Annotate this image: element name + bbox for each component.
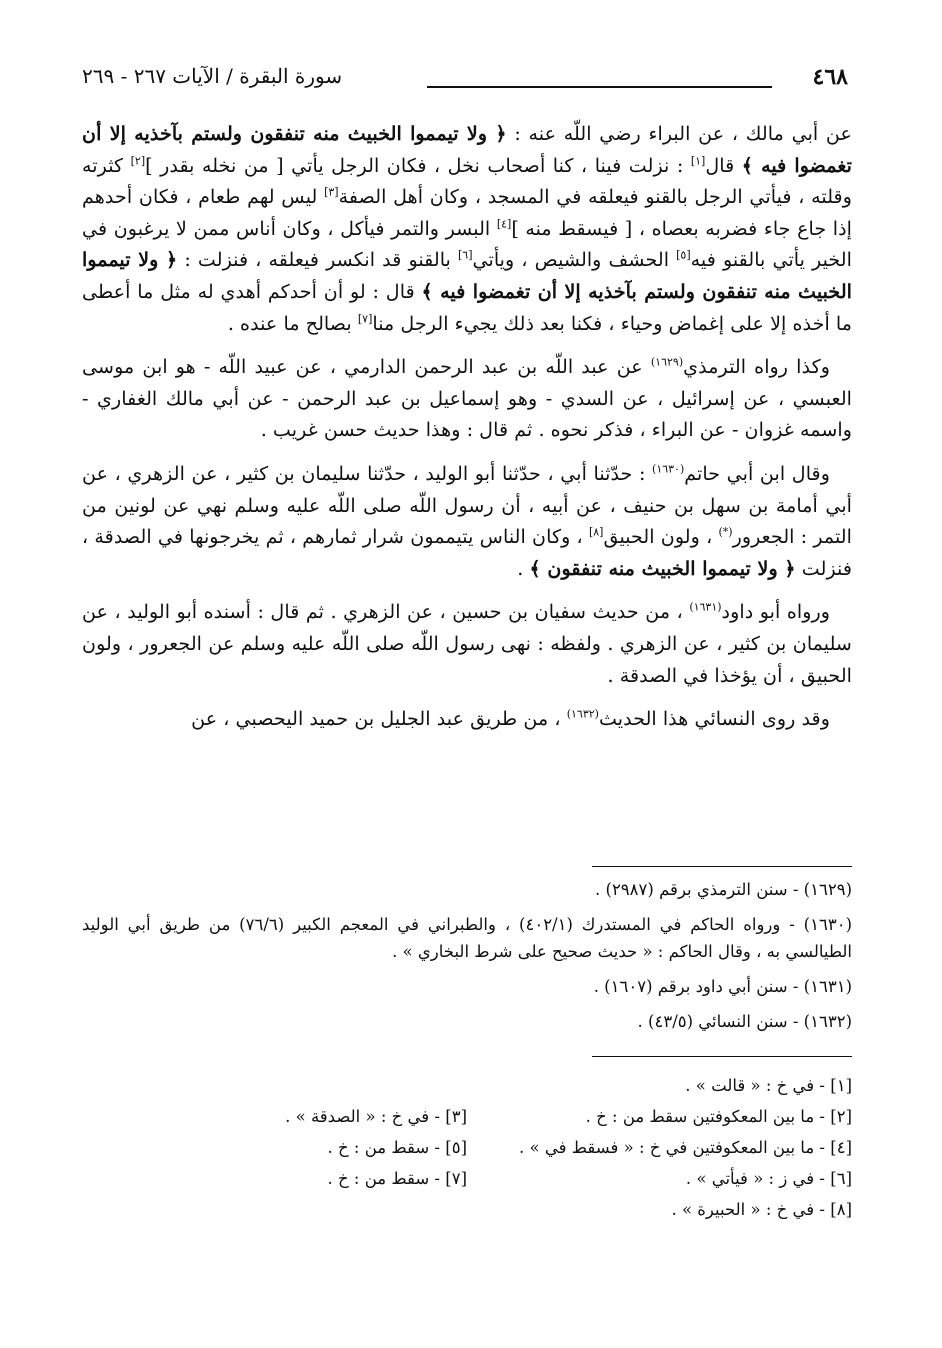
manuscript-variants	[82, 1072, 852, 1227]
text-run: قال : لو أن أحدكم أهدي له مثل ما أعطى ما أخذه إلا على إغماض وحياء ، فكنا بعد ذلك يجيء الرجل منا	[82, 279, 852, 335]
variant-marker: [١]	[690, 154, 706, 168]
variant-note	[82, 1196, 467, 1227]
editor-note-marker: (*)	[718, 525, 733, 539]
text-run: : حدّثنا أبي ، حدّثنا أبو الوليد ، حدّثنا سليمان بن كثير ، عن الزهري ، عن أبي أمامة بن سهل بن حنيف ، عن أبيه ، أن رسول اللّه صلى اللّه عليه وسلم نهي عن لونين من التمر : الجعرور	[82, 461, 852, 549]
text-run: وقال ابن أبي حاتم	[684, 461, 830, 485]
page-header	[82, 62, 852, 102]
paragraph-2	[82, 351, 852, 446]
text-run: ليس لهم طعام ، فكان أحدهم إذا جاع جاء فضربه بعصاه ، [ فيسقط منه ]	[82, 185, 852, 240]
variant-note: [٤] - ما بين المعكوفتين في خ : « فسقط في » .	[519, 1138, 852, 1157]
text-run: : نزلت فينا ، كنا أصحاب نخل ، فكان الرجل يأتي [ من نخله بقدر ]	[145, 153, 691, 177]
quran-verse: ﴿ ولا تيمموا الخبيث منه تنفقون ﴾	[529, 556, 796, 580]
text-run: .	[517, 556, 530, 580]
variant-note: [١] - في خ : « قالت » .	[685, 1076, 852, 1095]
text-run: بصالح ما عنده .	[227, 311, 358, 335]
footnote-rule	[592, 866, 852, 867]
variant-note: [٣] - في خ : « الصدقة » .	[285, 1107, 467, 1126]
text-run: عن عبد اللّه بن عبد الرحمن الدارمي ، عن عبيد اللّه - هو ابن موسى العبسي ، عن إسرائيل ، عن السدي - وهو إسماعيل بن عبد الرحمن - عن أبي مالك الغفاري - واسمه غزوان - عن البراء ، فذكر نحوه . ثم قال : وهذا حديث حسن غريب .	[82, 355, 852, 442]
text-run: البسر والتمر فيأكل ، وكان أناس ممن لا يرغبون في الخير يأتي بالقنو فيه	[82, 216, 852, 272]
footnote-ref: (١٦٣١)	[689, 600, 722, 614]
variants-rule	[592, 1056, 852, 1057]
text-run: ، من حديث سفيان بن حسين ، عن الزهري . ثم قال : أسنده أبو الوليد ، عن سليمان بن كثير ، عن الزهري . ولفظه : نهى رسول اللّه صلى اللّه عليه وسلم عن الجعرور ، ولون الحبيق ، أن يؤخذا في الصدقة .	[82, 600, 852, 687]
footnote-ref: (١٦٣٠)	[652, 462, 685, 476]
paragraph-5	[82, 703, 852, 735]
paragraph-3	[82, 458, 852, 584]
footnote-ref: (١٦٣٢)	[566, 707, 599, 721]
variant-note: [٦] - في ز : « فيأتي » .	[685, 1169, 852, 1188]
text-run: كثرته وقلته ، فيأتي الرجل بالقنو فيعلقه في المسجد ، وكان أهل الصفة	[82, 153, 852, 209]
footnote: (١٦٣٢) - سنن النسائي (٤٣/٥) .	[637, 1012, 852, 1031]
variant-marker: [٥]	[676, 248, 691, 262]
text-run: عن أبي مالك ، عن البراء رضي اللّه عنه :	[506, 122, 852, 145]
text-run: وكذا رواه الترمذي	[683, 355, 830, 379]
variant-marker: [٨]	[588, 525, 604, 539]
variant-note: [٥] - سقط من : خ .	[327, 1138, 467, 1157]
text-run: ورواه أبو داود	[721, 600, 830, 624]
variant-note: [٨] - في خ : « الحبيرة » .	[671, 1200, 852, 1219]
quran-verse: ﴿ ولا تيمموا الخبيث منه تنفقون ولستم بآخذيه إلا أن تغمضوا فيه ﴾	[82, 248, 852, 303]
text-run: ، وكان الناس يتيممون شرار ثمارهم ، ثم يخرجونها في الصدقة ، فنزلت	[82, 525, 852, 580]
variant-marker: [٤]	[496, 217, 512, 231]
variant-note: [٢] - ما بين المعكوفتين سقط من : خ .	[585, 1107, 852, 1126]
variant-row	[82, 1072, 852, 1103]
paragraph-4	[82, 596, 852, 691]
header-rule	[427, 86, 772, 88]
variant-marker: [٢]	[130, 154, 146, 168]
text-run: الحشف والشيص ، ويأتي	[472, 248, 677, 272]
main-text	[82, 118, 852, 747]
page-number: ٤٦٨	[812, 64, 848, 90]
footnotes	[82, 876, 852, 1043]
variant-marker: [٧]	[357, 312, 373, 326]
footnote: (١٦٣١) - سنن أبي داود برقم (١٦٠٧) .	[593, 977, 852, 996]
variant-row	[82, 1103, 852, 1134]
variant-note: [٧] - سقط من : خ .	[327, 1169, 467, 1188]
variant-row	[82, 1196, 852, 1227]
paragraph-1	[82, 118, 852, 339]
text-run: ، من طريق عبد الجليل بن حميد اليحصبي ، عن	[191, 707, 567, 731]
footnote: (١٦٣٠) - ورواه الحاكم في المستدرك (٤٠٢/١) ، والطبراني في المعجم الكبير (٧٦/٦) من طريق أبي الوليد الطيالسي به ، وقال الحاكم : « حديث صحيح على شرط البخاري » .	[82, 915, 852, 961]
variant-marker: [٦]	[457, 248, 473, 262]
footnote: (١٦٢٩) - سنن الترمذي برقم (٢٩٨٧) .	[595, 880, 852, 899]
variant-marker: [٣]	[324, 185, 339, 199]
running-title: سورة البقرة / الآيات ٢٦٧ - ٢٦٩	[82, 64, 343, 88]
footnote-ref: (١٦٢٩)	[650, 355, 684, 369]
variant-row	[82, 1165, 852, 1196]
quran-verse: ﴿ ولا تيمموا الخبيث منه تنفقون ولستم بآخذيه إلا أن تغمضوا فيه ﴾	[82, 122, 852, 177]
text-run: قال	[705, 153, 742, 177]
variant-row	[82, 1134, 852, 1165]
text-run: بالقنو قد انكسر فيعلقه ، فنزلت :	[177, 248, 458, 272]
variant-note	[82, 1072, 467, 1103]
text-run: وقد روى النسائي هذا الحديث	[598, 707, 830, 731]
text-run: ، ولون الحبيق	[603, 525, 719, 549]
